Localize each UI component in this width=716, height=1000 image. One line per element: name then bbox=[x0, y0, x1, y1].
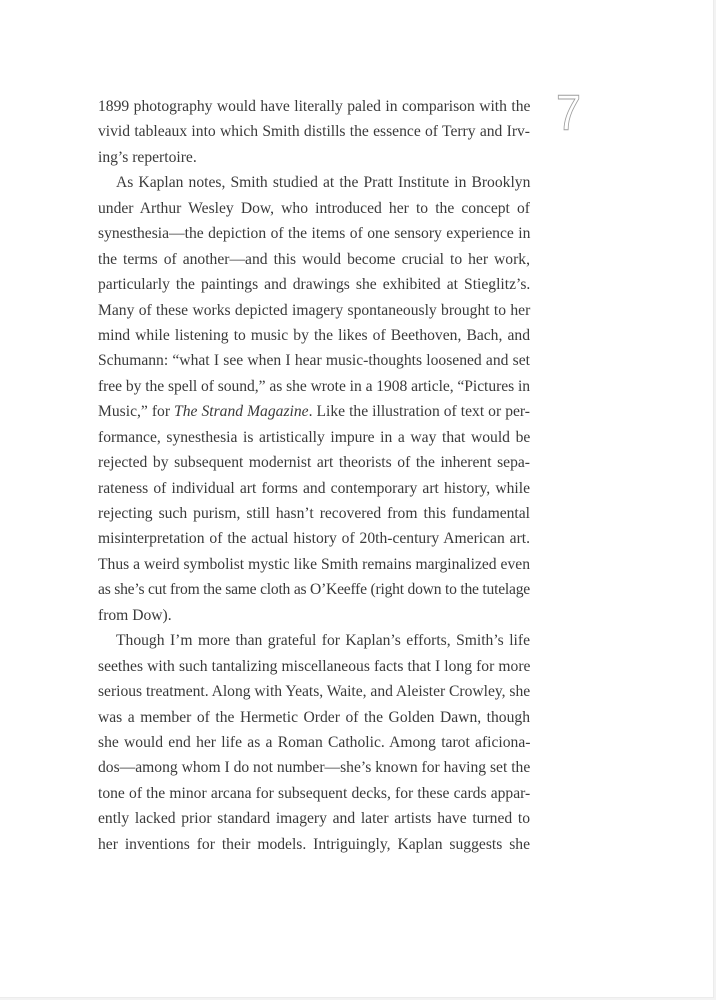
text-line: free by the spell of sound,” as she wrote in a 1908 article, “Pictures in bbox=[98, 377, 530, 395]
text-line: ing’s repertoire. bbox=[98, 148, 197, 166]
text-line: Though I’m more than grateful for Kaplan’s efforts, Smith’s life bbox=[116, 632, 530, 650]
text-line: from Dow). bbox=[98, 606, 172, 624]
text-line: Thus a weird symbolist mystic like Smith remains marginalized even bbox=[98, 555, 530, 573]
body-text bbox=[98, 94, 530, 857]
text-line: the terms of another—and this would become crucial to her work, bbox=[98, 250, 530, 268]
magazine-title: The Strand Magazine bbox=[174, 403, 309, 421]
text-line: tone of the minor arcana for subsequent decks, for these cards appar- bbox=[98, 784, 531, 802]
text-line: formance, synesthesia is artistically impure in a way that would be bbox=[98, 428, 531, 446]
text-line: particularly the paintings and drawings she exhibited at Stieglitz’s. bbox=[98, 276, 531, 294]
text-line: Many of these works depicted imagery spontaneously brought to her bbox=[98, 301, 531, 319]
text-line: vivid tableaux into which Smith distills the essence of Terry and Irv- bbox=[98, 123, 530, 141]
text-line: synesthesia—the depiction of the items of one sensory experience in bbox=[98, 225, 531, 243]
text-line: was a member of the Hermetic Order of the Golden Dawn, though bbox=[98, 708, 530, 726]
text-line: rateness of individual art forms and contemporary art history, while bbox=[98, 479, 530, 497]
text-line bbox=[98, 399, 530, 424]
text-line: serious treatment. Along with Yeats, Waite, and Aleister Crowley, she bbox=[98, 683, 531, 701]
page-number bbox=[556, 85, 582, 141]
text-line: rejecting such purism, still hasn’t recovered from this fundamental bbox=[98, 505, 531, 522]
text-line: she would end her life as a Roman Catholic. Among tarot aficiona- bbox=[98, 733, 531, 751]
text-line: 1899 photography would have literally paled in comparison with the bbox=[98, 98, 531, 115]
text-line: misinterpretation of the actual history of 20th-century American art. bbox=[98, 530, 530, 548]
text-line: ently lacked prior standard imagery and later artists have turned to bbox=[98, 810, 530, 828]
text-line: mind while listening to music by the likes of Beethoven, Bach, and bbox=[98, 326, 530, 344]
text-line: seethes with such tantalizing miscellaneous facts that I long for more bbox=[98, 657, 531, 675]
text-segment: . Like the illustration of text or per- bbox=[308, 403, 530, 421]
text-line: dos—among whom I do not number—she’s known for having set the bbox=[98, 759, 531, 777]
text-line: rejected by subsequent modernist art theorists of the inherent sepa- bbox=[98, 454, 531, 472]
text-line: As Kaplan notes, Smith studied at the Pratt Institute in Brooklyn bbox=[116, 174, 531, 192]
text-segment: Music,” for bbox=[98, 403, 175, 421]
text-line: her inventions for their models. Intriguingly, Kaplan suggests she bbox=[98, 835, 530, 853]
text-line: under Arthur Wesley Dow, who introduced her to the concept of bbox=[98, 199, 530, 217]
text-line: Schumann: “what I see when I hear music-thoughts loosened and set bbox=[98, 352, 530, 370]
page-number-text: 7 bbox=[556, 85, 582, 141]
text-line: as she’s cut from the same cloth as O’Keeffe (right down to the tutelage bbox=[98, 581, 530, 599]
